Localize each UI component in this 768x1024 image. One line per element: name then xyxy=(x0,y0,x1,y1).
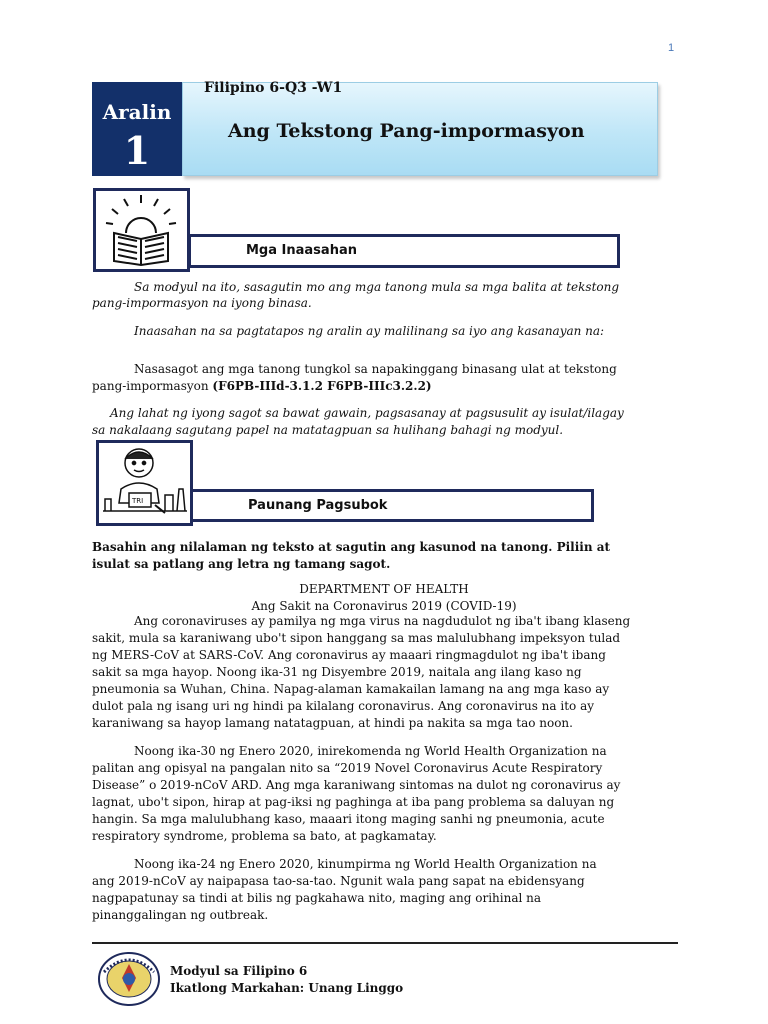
footer-module: Modyul sa Filipino 6 xyxy=(170,964,308,978)
competency-codes: (F6PB-IIId-3.1.2 F6PB-IIIc3.2.2) xyxy=(212,379,432,393)
lesson-number: 1 xyxy=(123,128,151,173)
competency-line-1: Nasasagot ang mga tanong tungkol sa napakinggang binasang ulat at tekstong xyxy=(134,362,617,376)
footer-quarter: Ikatlong Markahan: Unang Linggo xyxy=(170,981,404,995)
article-p2-line: palitan ang opisyal na pangalan nito sa “2019 Novel Coronavirus Acute Respiratory xyxy=(92,761,603,775)
article-p2-line: Noong ika-30 ng Enero 2020, inirekomenda ng World Health Organization na xyxy=(134,744,607,758)
article-p1-line: dulot pala ng isang uri ng hindi pa kilalang coronavirus. Ang coronavirus na ito ay xyxy=(92,699,595,713)
answer-instruction-1: Ang lahat ng iyong sagot sa bawat gawain, pagsasanay at pagsusulit ay isulat/ilagay xyxy=(110,406,624,420)
lesson-badge xyxy=(92,82,182,176)
article-p1-line: sakit sa mga hayop. Noong ika-31 ng Disyembre 2019, naitala ang ilang kaso ng xyxy=(92,665,582,679)
page-title: Ang Tekstong Pang-impormasyon xyxy=(228,120,585,142)
expectation-intro: Inaasahan na sa pagtatapos ng aralin ay malilinang sa iyo ang kasanayan na: xyxy=(134,324,605,338)
section-heading-inaasahan xyxy=(188,234,620,268)
subject-code: Filipino 6-Q3 -W1 xyxy=(204,80,343,96)
lesson-word: Aralin xyxy=(102,100,172,124)
intro-line-1: Sa modyul na ito, sasagutin mo ang mga tanong mula sa mga balita at tekstong xyxy=(134,280,620,294)
article-p1-line: Ang coronaviruses ay pamilya ng mga virus na nagdudulot ng iba't ibang klaseng xyxy=(134,614,631,628)
test-instruction-1: Basahin ang nilalaman ng teksto at sagutin ang kasunod na tanong. Piliin at xyxy=(92,540,611,554)
test-instruction-2: isulat sa patlang ang letra ng tamang sagot. xyxy=(92,557,391,571)
article-p1-line: karaniwang sa hayop lamang natatagpuan, at hindi pa nakita sa mga tao noon. xyxy=(92,716,573,730)
reading-book-icon xyxy=(93,188,190,272)
article-p1-line: ng MERS-CoV at SARS-CoV. Ang coronavirus ay maaari ringmagdulot ng iba't ibang xyxy=(92,648,606,662)
article-p3-line: Noong ika-24 ng Enero 2020, kinumpirma ng World Health Organization na xyxy=(134,857,597,871)
competency-text: pang-impormasyon xyxy=(92,379,209,393)
footer-divider xyxy=(92,942,678,944)
article-p2-line: Disease” o 2019-nCoV ARD. Ang mga karaniwang sintomas na dulot ng coronavirus ay xyxy=(92,778,621,792)
section-heading-label: Paunang Pagsubok xyxy=(248,498,388,513)
page-number: 1 xyxy=(668,42,675,54)
intro-line-2: pang-impormasyon na iyong binasa. xyxy=(92,296,312,310)
article-p1-line: pneumonia sa Wuhan, China. Napag-alaman kamakailan lamang na ang mga kaso ay xyxy=(92,682,610,696)
article-p3-line: ang 2019-nCoV ay naipapasa tao-sa-tao. Ngunit wala pang sapat na ebidensyang xyxy=(92,874,585,888)
article-headline: Ang Sakit na Coronavirus 2019 (COVID-19) xyxy=(251,599,517,613)
svg-text:TRI: TRI xyxy=(132,497,144,505)
article-p2-line: hangin. Sa mga malulubhang kaso, maaari itong maging sanhi ng pneumonia, acute xyxy=(92,812,605,826)
answer-instruction-2: sa nakalaang sagutang papel na matatagpuan sa hulihang bahagi ng modyul. xyxy=(92,423,564,437)
section-heading-label: Mga Inaasahan xyxy=(246,243,357,258)
schools-division-seal-icon xyxy=(98,952,160,1006)
article-p3-line: pinanggalingan ng outbreak. xyxy=(92,908,269,922)
article-p3-line: nagpapatunay sa tindi at bilis ng pagkahawa nito, maging ang orihinal na xyxy=(92,891,542,905)
student-writing-icon xyxy=(96,440,193,526)
section-heading-pagsubok xyxy=(190,489,594,522)
article-p2-line: lagnat, ubo't sipon, hirap at pag-iksi ng paghinga at iba pang problema sa daluyan ng xyxy=(92,795,615,809)
article-p2-line: respiratory syndrome, problema sa bato, at pagkamatay. xyxy=(92,829,437,843)
article-source: DEPARTMENT OF HEALTH xyxy=(299,582,469,596)
article-p1-line: sakit, mula sa karaniwang ubo't sipon hanggang sa mas malulubhang impeksyon tulad xyxy=(92,631,621,645)
competency-line-2 xyxy=(92,377,432,395)
